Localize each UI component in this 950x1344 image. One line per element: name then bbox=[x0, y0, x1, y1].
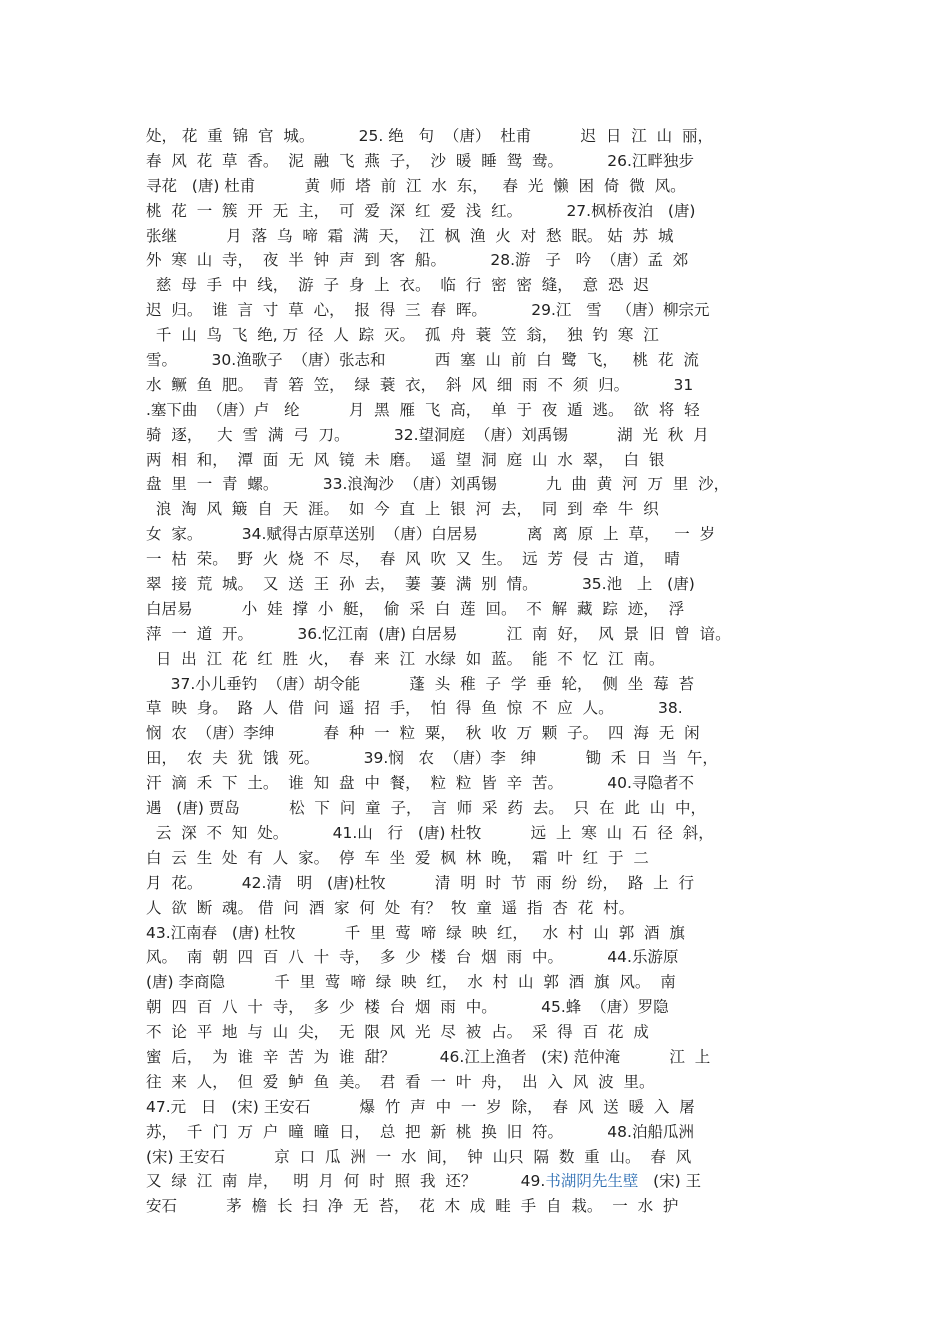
text-line-29: 云 深 不 知 处。 41.山 行 (唐) 杜牧 远 上 寒 山 石 径 斜， bbox=[146, 823, 714, 842]
text-line-15: 盘 里 一 青 螺。 33.浪淘沙 （唐）刘禹锡 九 曲 黄 河 万 里 沙， bbox=[146, 475, 730, 494]
text-line-11: 水 鳜 鱼 肥。 青 箬 笠， 绿 蓑 衣， 斜 风 细 雨 不 须 归。 31 bbox=[146, 375, 694, 394]
text-line-33: 43.江南春 (唐) 杜牧 千 里 莺 啼 绿 映 红， 水 村 山 郭 酒 旗 bbox=[146, 923, 685, 942]
text-line-35: (唐) 李商隐 千 里 莺 啼 绿 映 红， 水 村 山 郭 酒 旗 风。 南 bbox=[146, 973, 676, 992]
text-line-6: 外 寒 山 寺， 夜 半 钟 声 到 客 船。 28.游 子 吟 （唐）孟 郊 bbox=[146, 251, 689, 270]
text-line-14: 两 相 和， 潭 面 无 风 镜 未 磨。 遥 望 洞 庭 山 水 翠， 白 银 bbox=[146, 450, 665, 469]
text-line-41: 苏， 千 门 万 户 曈 曈 日， 总 把 新 桃 换 旧 符。 48.泊船瓜洲 bbox=[146, 1122, 694, 1141]
text-line-23: 37.小儿垂钓 （唐）胡令能 蓬 头 稚 子 学 垂 轮， 侧 坐 莓 苔 bbox=[146, 674, 694, 693]
text-line-34: 风。 南 朝 四 百 八 十 寺， 多 少 楼 台 烟 雨 中。 44.乐游原 bbox=[146, 948, 679, 967]
text-line-2: 春 风 花 草 香。 泥 融 飞 燕 子， 沙 暖 睡 鸳 鸯。 26.江畔独步 bbox=[146, 151, 694, 170]
text-line-1: 处， 花 重 锦 官 城。 25. 绝 句 （唐） 杜甫 迟 日 江 山 丽， bbox=[146, 127, 713, 145]
text-line-17: 女 家。 34.赋得古原草送别 （唐）白居易 离 离 原 上 草， 一 岁 bbox=[146, 525, 716, 544]
text-line-22: 日 出 江 花 红 胜 火， 春 来 江 水绿 如 蓝。 能 不 忆 江 南。 bbox=[146, 649, 665, 668]
text-line-7: 慈 母 手 中 线， 游 子 身 上 衣。 临 行 密 密 缝， 意 恐 迟 bbox=[146, 276, 649, 295]
text-line-43 bbox=[146, 1169, 814, 1194]
text-line-24: 草 映 身。 路 人 借 问 遥 招 手， 怕 得 鱼 惊 不 应 人。 38. bbox=[146, 699, 683, 718]
text-line-8: 迟 归。 谁 言 寸 草 心， 报 得 三 春 晖。 29.江 雪 （唐）柳宗元 bbox=[146, 301, 710, 320]
text-line-44: 安石 茅 檐 长 扫 净 无 苔， 花 木 成 畦 手 自 栽。 一 水 护 bbox=[146, 1197, 679, 1216]
text-line-12: .塞下曲 （唐）卢 纶 月 黑 雁 飞 高， 单 于 夜 遁 逃。 欲 将 轻 bbox=[146, 400, 700, 419]
text-line-26: 田， 农 夫 犹 饿 死。 39.悯 农 （唐）李 绅 锄 禾 日 当 午， bbox=[146, 749, 718, 768]
text-line-3: 寻花 (唐) 杜甫 黄 师 塔 前 江 水 东， 春 光 懒 困 倚 微 风。 bbox=[146, 176, 686, 195]
text-line-31: 月 花。 42.清 明 (唐)杜牧 清 明 时 节 雨 纷 纷， 路 上 行 bbox=[146, 873, 695, 892]
text-line-21: 萍 一 道 开。 36.忆江南 (唐) 白居易 江 南 好， 风 景 旧 曾 谙。 bbox=[146, 624, 731, 643]
text-line-36: 朝 四 百 八 十 寺， 多 少 楼 台 烟 雨 中。 45.蜂 （唐）罗隐 bbox=[146, 998, 669, 1017]
text-line-13: 骑 逐， 大 雪 满 弓 刀。 32.望洞庭 （唐）刘禹锡 湖 光 秋 月 bbox=[146, 425, 709, 444]
text-line-25: 悯 农 （唐）李绅 春 种 一 粒 粟， 秋 收 万 颗 子。 四 海 无 闲 bbox=[146, 724, 700, 743]
text-line-40: 47.元 日 (宋) 王安石 爆 竹 声 中 一 岁 除， 春 风 送 暖 入 屠 bbox=[146, 1097, 695, 1116]
text-line-37: 不 论 平 地 与 山 尖， 无 限 风 光 尽 被 占。 采 得 百 花 成 bbox=[146, 1023, 649, 1042]
text-line-20: 白居易 小 娃 撑 小 艇， 偷 采 白 莲 回。 不 解 藏 踪 迹， 浮 bbox=[146, 599, 685, 618]
text-line-4: 桃 花 一 簇 开 无 主， 可 爱 深 红 爱 浅 红。 27.枫桥夜泊 (唐) bbox=[146, 201, 696, 220]
text-line-32: 人 欲 断 魂。 借 问 酒 家 何 处 有？ 牧 童 遥 指 杏 花 村。 bbox=[146, 898, 635, 917]
text-line-9: 千 山 鸟 飞 绝, 万 径 人 踪 灭。 孤 舟 蓑 笠 翁， 独 钓 寒 江 bbox=[146, 326, 659, 345]
text-line-42: (宋) 王安石 京 口 瓜 洲 一 水 间， 钟 山只 隔 数 重 山。 春 风 bbox=[146, 1147, 692, 1166]
text-line-39: 往 来 人， 但 爱 鲈 鱼 美。 君 看 一 叶 舟， 出 入 风 波 里。 bbox=[146, 1072, 655, 1091]
text-line-27: 汗 滴 禾 下 土。 谁 知 盘 中 餐， 粒 粒 皆 辛 苦。 40.寻隐者不 bbox=[146, 774, 694, 793]
poem-title-link[interactable]: 书湖阴先生壁 bbox=[545, 1172, 639, 1191]
text-line-38: 蜜 后， 为 谁 辛 苦 为 谁 甜？ 46.江上渔者 (宋) 范仲淹 江 上 bbox=[146, 1047, 711, 1066]
poem-text-block bbox=[146, 124, 814, 1219]
text-line-43-head: 又 绿 江 南 岸， 明 月 何 时 照 我 还？ 49. bbox=[146, 1172, 546, 1191]
text-line-43-tail: (宋) 王 bbox=[638, 1172, 702, 1191]
text-line-30: 白 云 生 处 有 人 家。 停 车 坐 爱 枫 林 晚， 霜 叶 红 于 二 bbox=[146, 848, 649, 867]
text-line-16: 浪 淘 风 簸 自 天 涯。 如 今 直 上 银 河 去， 同 到 牵 牛 织 bbox=[146, 500, 659, 519]
text-line-10: 雪。 30.渔歌子 （唐）张志和 西 塞 山 前 白 鹭 飞， 桃 花 流 bbox=[146, 351, 699, 370]
text-line-28: 遇 (唐) 贾岛 松 下 问 童 子， 言 师 采 药 去。 只 在 此 山 中， bbox=[146, 799, 707, 818]
text-line-5: 张继 月 落 乌 啼 霜 满 天， 江 枫 渔 火 对 愁 眠。 姑 苏 城 bbox=[146, 226, 674, 245]
text-line-18: 一 枯 荣。 野 火 烧 不 尽， 春 风 吹 又 生。 远 芳 侵 古 道， 晴 bbox=[146, 550, 680, 569]
text-line-19: 翠 接 荒 城。 又 送 王 孙 去， 萋 萋 满 别 情。 35.池 上 (唐) bbox=[146, 575, 695, 594]
